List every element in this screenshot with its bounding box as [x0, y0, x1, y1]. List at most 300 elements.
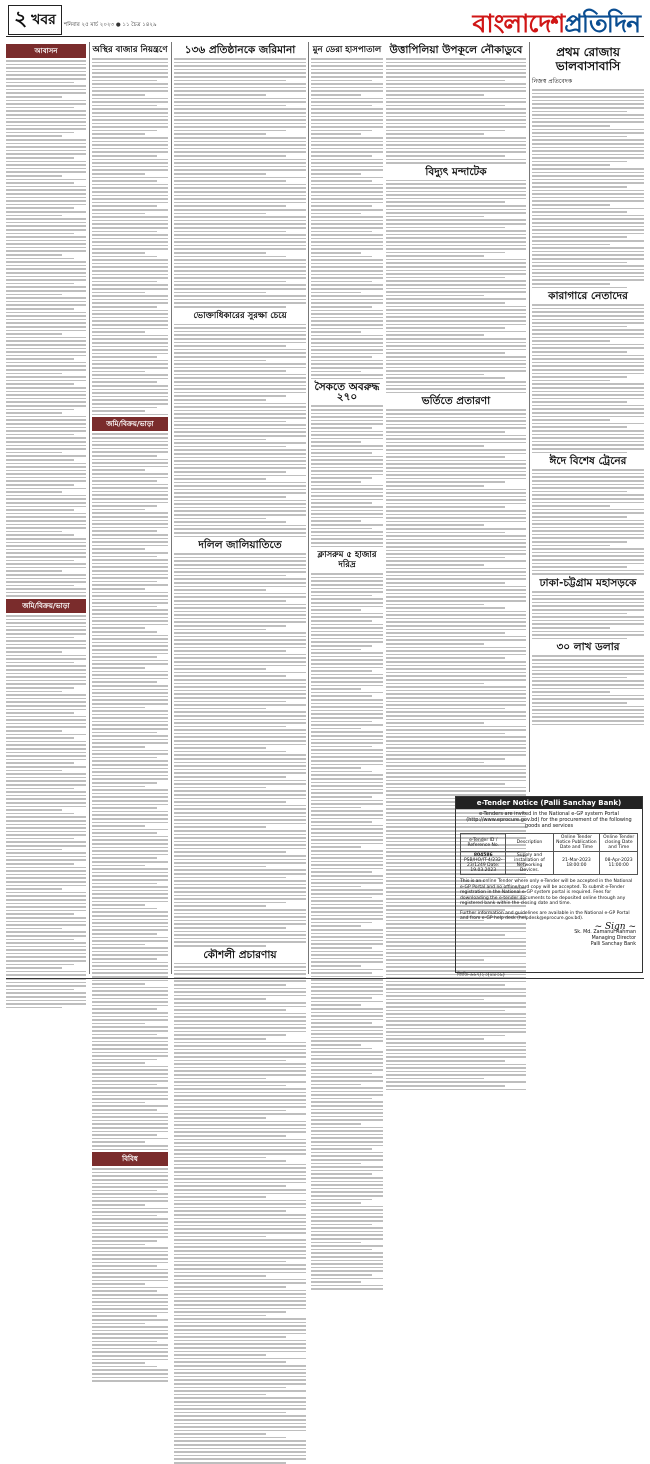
- text-line: [386, 324, 526, 326]
- text-line: [6, 211, 86, 213]
- text-line: [311, 641, 383, 643]
- text-line: [311, 789, 383, 791]
- text-line: [174, 1088, 306, 1090]
- text-line: [92, 378, 168, 380]
- text-line: [6, 258, 74, 260]
- text-line: [6, 766, 86, 768]
- text-line: [174, 1167, 306, 1169]
- text-line: [311, 699, 383, 701]
- text-line: [174, 144, 306, 146]
- text-line: [311, 335, 383, 337]
- text-line: [6, 114, 86, 116]
- text-line: [6, 831, 86, 833]
- text-line: [6, 687, 74, 689]
- text-line: [311, 1098, 372, 1100]
- text-line: [92, 1052, 168, 1054]
- text-line: [92, 541, 168, 543]
- text-line: [6, 888, 62, 890]
- text-line: [311, 184, 383, 186]
- classified-ads-top: [6, 60, 86, 597]
- text-line: [6, 362, 86, 364]
- text-line: [386, 481, 505, 483]
- text-line: [532, 283, 610, 285]
- text-line: [532, 441, 644, 443]
- text-line: [92, 581, 157, 583]
- text-line: [532, 211, 627, 213]
- text-line: [6, 473, 86, 475]
- text-line: [311, 994, 383, 996]
- text-line: [6, 455, 86, 457]
- text-line: [174, 116, 306, 118]
- text-line: [386, 604, 484, 606]
- text-line: [92, 1337, 168, 1339]
- text-line: [174, 245, 306, 247]
- text-line: [311, 1101, 383, 1103]
- text-line: [386, 363, 526, 365]
- text-line: [92, 685, 168, 687]
- text-line: [386, 754, 526, 756]
- text-line: [92, 277, 168, 279]
- text-line: [532, 100, 644, 102]
- text-line: [386, 733, 505, 735]
- text-line: [532, 322, 644, 324]
- text-line: [386, 262, 526, 264]
- text-line: [386, 298, 526, 300]
- text-line: [386, 58, 526, 60]
- text-line: [92, 505, 157, 507]
- text-line: [92, 699, 168, 701]
- text-line: [311, 166, 383, 168]
- text-line: [532, 247, 644, 249]
- text-line: [92, 728, 168, 730]
- text-line: [6, 712, 74, 714]
- text-line: [174, 209, 306, 211]
- text-line: [92, 1019, 168, 1021]
- text-line: [311, 1199, 372, 1201]
- text-line: [386, 1020, 526, 1022]
- text-line: [174, 740, 306, 742]
- text-line: [6, 466, 86, 468]
- text-line: [6, 89, 86, 91]
- text-line: [92, 356, 157, 358]
- text-line: [92, 922, 168, 924]
- text-line: [311, 868, 383, 870]
- text-line: [92, 187, 168, 189]
- text-line: [6, 225, 86, 227]
- text-line: [311, 105, 372, 107]
- text-line: [386, 675, 526, 677]
- text-line: [92, 990, 168, 992]
- text-line: [92, 602, 168, 604]
- text-line: [6, 128, 86, 130]
- text-line: [174, 460, 306, 462]
- text-line: [92, 451, 168, 453]
- text-line: [174, 1401, 306, 1403]
- text-line: [92, 908, 157, 910]
- text-line: [92, 1280, 168, 1282]
- text-line: [311, 1274, 372, 1276]
- text-line: [6, 161, 86, 163]
- text-line: [174, 654, 306, 656]
- text-line: [6, 730, 62, 732]
- text-line: [6, 802, 86, 804]
- text-line: [174, 805, 306, 807]
- text-line: [174, 938, 306, 940]
- text-line: [311, 449, 383, 451]
- text-line: [174, 1056, 306, 1058]
- text-line: [6, 164, 86, 166]
- text-line: [311, 1037, 383, 1039]
- text-line: [311, 241, 383, 243]
- text-line: [532, 251, 644, 253]
- text-line: [386, 586, 526, 588]
- text-line: [311, 749, 383, 751]
- text-line: [311, 1040, 383, 1042]
- text-line: [174, 927, 286, 929]
- text-line: [92, 516, 168, 518]
- text-line: [174, 399, 266, 401]
- text-line: [174, 439, 266, 441]
- text-line: [386, 535, 526, 537]
- text-line: [174, 112, 306, 114]
- text-line: [92, 642, 168, 644]
- text-line: [386, 431, 505, 433]
- text-line: [6, 622, 86, 624]
- text-line: [92, 94, 145, 96]
- text-line: [386, 159, 526, 161]
- text-line: [532, 362, 644, 364]
- text-line: [386, 162, 526, 164]
- text-line: [386, 1078, 484, 1080]
- text-line: [92, 584, 168, 586]
- text-line: [311, 173, 361, 175]
- text-line: [92, 1084, 157, 1086]
- text-line: [532, 512, 644, 514]
- text-line: [174, 1423, 306, 1425]
- text-line: [311, 360, 383, 362]
- text-line: [174, 650, 286, 652]
- text-line: [174, 395, 286, 397]
- text-line: [174, 701, 286, 703]
- text-line: [174, 995, 306, 997]
- text-line: [386, 1028, 526, 1030]
- text-line: [174, 877, 286, 879]
- text-line: [532, 666, 644, 668]
- text-line: [174, 593, 306, 595]
- text-line: [386, 974, 526, 976]
- text-line: [92, 1069, 168, 1071]
- text-line: [174, 345, 286, 347]
- text-line: [174, 1221, 306, 1223]
- text-line: [174, 604, 306, 606]
- text-line: [174, 338, 306, 340]
- text-line: [311, 378, 383, 380]
- text-line: [532, 412, 644, 414]
- text-line: [311, 756, 383, 758]
- text-line: [311, 431, 383, 433]
- text-line: [174, 1394, 266, 1396]
- text-line: [174, 1210, 286, 1212]
- text-line: [92, 126, 168, 128]
- text-line: [174, 478, 266, 480]
- text-line: [92, 1301, 168, 1303]
- text-line: [386, 155, 505, 157]
- text-line: [174, 553, 306, 555]
- text-line: [174, 686, 306, 688]
- text-line: [92, 944, 145, 946]
- text-line: [6, 247, 86, 249]
- headline-deed-fraud: দলিল জালিয়াতিতে: [198, 539, 282, 552]
- text-line: [6, 549, 86, 551]
- text-line: [311, 1173, 372, 1175]
- text-line: [311, 492, 383, 494]
- text-line: [174, 536, 306, 538]
- text-line: [386, 108, 526, 110]
- text-line: [386, 564, 484, 566]
- text-line: [311, 710, 383, 712]
- text-line: [6, 734, 86, 736]
- text-line: [174, 672, 306, 674]
- text-line: [174, 1440, 306, 1442]
- text-line: [92, 929, 168, 931]
- text-line: [92, 1366, 157, 1368]
- text-line: [6, 60, 86, 62]
- text-line: [386, 1049, 526, 1051]
- text-line: [311, 517, 383, 519]
- text-line: [532, 150, 644, 152]
- text-line: [311, 1137, 383, 1139]
- text-line: [311, 1105, 383, 1107]
- text-line: [92, 530, 157, 532]
- text-line: [386, 151, 526, 153]
- signer-org: Palli Sanchay Bank: [590, 941, 636, 947]
- text-line: [174, 1113, 306, 1115]
- text-line: [386, 291, 526, 293]
- text-line: [6, 215, 62, 217]
- text-line: [532, 125, 610, 127]
- text-line: [386, 654, 526, 656]
- text-line: [532, 269, 644, 271]
- text-line: [311, 405, 383, 407]
- text-line: [92, 1186, 168, 1188]
- text-line: [92, 1305, 168, 1307]
- text-line: [386, 212, 526, 214]
- text-line: [311, 302, 383, 304]
- text-line: [386, 280, 526, 282]
- text-line: [6, 752, 86, 754]
- text-line: [174, 528, 306, 530]
- text-line: [92, 674, 168, 676]
- text-line: [311, 159, 383, 161]
- text-line: [386, 123, 526, 125]
- text-line: [532, 680, 644, 682]
- text-line: [311, 1231, 383, 1233]
- text-line: [386, 1017, 526, 1019]
- text-line: [386, 589, 526, 591]
- text-line: [174, 668, 266, 670]
- text-line: [6, 903, 86, 905]
- text-line: [92, 1283, 145, 1285]
- text-line: [6, 960, 86, 962]
- text-line: [174, 453, 306, 455]
- text-line: [6, 387, 86, 389]
- text-line: [174, 1218, 306, 1220]
- text-line: [386, 417, 526, 419]
- headline-market: অস্থির বাজার নিয়ন্ত্রণে: [92, 45, 168, 55]
- text-line: [386, 313, 526, 315]
- tender-col-header: Online Tender closing Date and Time: [600, 834, 638, 852]
- text-line: [92, 617, 168, 619]
- text-line: [386, 302, 505, 304]
- text-line: [311, 477, 372, 479]
- text-line: [311, 148, 383, 150]
- text-line: [386, 1060, 505, 1062]
- text-line: [174, 596, 306, 598]
- text-line: [174, 166, 306, 168]
- text-line: [174, 1444, 306, 1446]
- text-line: [386, 65, 526, 67]
- text-line: [174, 133, 266, 135]
- text-line: [311, 151, 383, 153]
- text-line: [532, 430, 644, 432]
- text-line: [92, 1380, 168, 1382]
- text-line: [6, 813, 74, 815]
- text-line: [174, 1042, 306, 1044]
- text-line: [6, 204, 86, 206]
- text-line: [92, 760, 168, 762]
- text-line: [174, 1153, 306, 1155]
- text-line: [92, 473, 168, 475]
- text-line: [386, 1010, 505, 1012]
- text-line: [386, 227, 505, 229]
- text-line: [311, 1238, 383, 1240]
- text-line: [311, 80, 372, 82]
- text-line: [92, 491, 168, 493]
- text-line: [311, 886, 361, 888]
- text-line: [6, 974, 86, 976]
- text-line: [174, 449, 306, 451]
- text-line: [174, 1433, 266, 1435]
- text-line: [386, 273, 526, 275]
- text-line: [311, 209, 383, 211]
- text-line: [311, 627, 383, 629]
- text-line: [311, 234, 383, 236]
- text-line: [386, 489, 526, 491]
- text-line: [311, 270, 383, 272]
- text-line: [6, 863, 74, 865]
- text-line: [174, 762, 306, 764]
- text-line: [311, 850, 383, 852]
- text-line: [311, 688, 361, 690]
- text-line: [311, 231, 372, 233]
- text-line: [174, 202, 306, 204]
- text-line: [174, 421, 286, 423]
- misc-ads: [92, 1168, 168, 1382]
- text-line: [386, 661, 526, 663]
- text-line: [174, 130, 286, 132]
- text-line: [311, 764, 383, 766]
- text-line: [174, 769, 306, 771]
- text-line: [386, 209, 526, 211]
- text-line: [92, 915, 168, 917]
- text-line: [92, 1095, 168, 1097]
- text-line: [311, 299, 383, 301]
- text-line: [311, 295, 383, 297]
- text-line: [532, 337, 644, 339]
- text-line: [6, 96, 62, 98]
- text-line: [311, 1022, 372, 1024]
- text-line: [174, 1024, 306, 1026]
- text-line: [311, 674, 383, 676]
- text-line: [311, 907, 383, 909]
- text-line: [174, 632, 306, 634]
- text-line: [6, 748, 86, 750]
- text-line: [174, 1297, 306, 1299]
- text-line: [92, 238, 168, 240]
- text-line: [92, 288, 168, 290]
- text-line: [532, 634, 644, 636]
- text-line: [92, 1330, 168, 1332]
- text-line: [92, 1333, 168, 1335]
- text-line: [311, 162, 383, 164]
- text-line: [311, 1195, 383, 1197]
- text-line: [6, 132, 74, 134]
- text-line: [386, 765, 526, 767]
- text-line: [174, 525, 306, 527]
- text-line: [92, 983, 145, 985]
- text-line: [6, 924, 86, 926]
- text-line: [386, 485, 484, 487]
- text-line: [311, 1234, 383, 1236]
- text-line: [92, 220, 168, 222]
- text-line: [6, 250, 86, 252]
- text-line: [6, 1007, 62, 1009]
- text-line: [174, 895, 306, 897]
- text-line: [174, 1272, 306, 1274]
- text-line: [174, 327, 306, 329]
- text-line: [386, 747, 526, 749]
- text-line: [386, 130, 505, 132]
- text-line: [532, 706, 644, 708]
- text-line: [311, 1216, 383, 1218]
- text-line: [6, 326, 86, 328]
- text-line: [174, 406, 306, 408]
- text-line: [92, 987, 168, 989]
- text-line: [532, 548, 644, 550]
- text-line: [386, 683, 484, 685]
- text-line: [311, 58, 383, 60]
- text-line: [174, 241, 306, 243]
- text-line: [174, 385, 306, 387]
- text-line: [92, 1244, 145, 1246]
- text-line: [311, 731, 383, 733]
- article-body: [532, 89, 644, 288]
- text-line: [174, 446, 286, 448]
- text-line: [174, 475, 306, 477]
- text-line: [92, 793, 168, 795]
- text-line: [386, 241, 526, 243]
- text-line: [6, 139, 86, 141]
- text-line: [174, 302, 306, 304]
- text-line: [92, 90, 168, 92]
- text-line: [174, 812, 306, 814]
- text-line: [92, 202, 168, 204]
- text-line: [174, 851, 286, 853]
- text-line: [174, 1060, 286, 1062]
- text-line: [311, 485, 383, 487]
- text-line: [92, 893, 168, 895]
- text-line: [174, 1146, 306, 1148]
